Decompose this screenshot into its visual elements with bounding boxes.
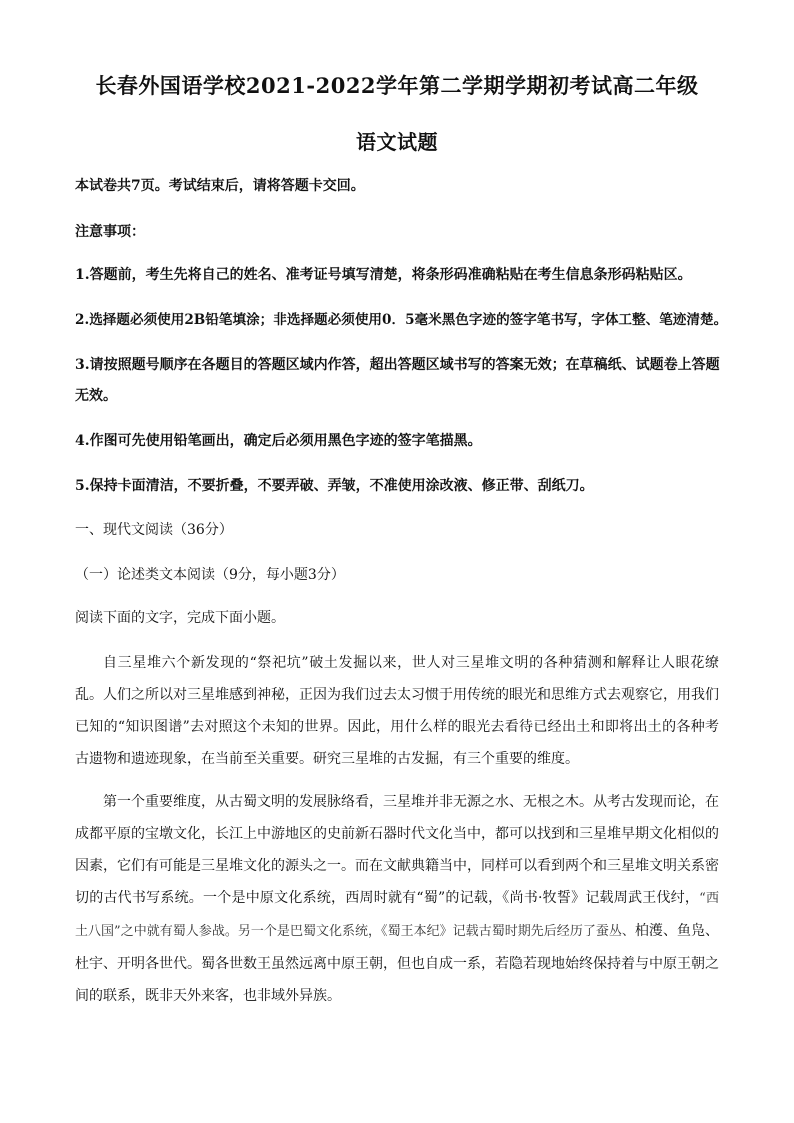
passage-paragraph-1: 自三星堆六个新发现的“祭祀坑”破土发掘以来，世人对三星堆文明的各种猜测和解释让人眼花缭乱。人们之所以对三星堆感到神秘，正因为我们过去太习惯于用传统的眼光和思维方式去观察它，用我们已知的“知识图谱”去对照这个未知的世界。因此，用什么样的眼光去看待已经出土和即将出土的各种考古遗物和遗迹现象，在当前至关重要。研究三星堆的古发掘，有三个重要的维度。 xyxy=(75,655,719,767)
notice-item-3-cont: 无效。 xyxy=(75,388,117,404)
notice-item-4: 4.作图可先使用铅笔画出，确定后必须用黑色字迹的签字笔描黑。 xyxy=(75,433,482,449)
notice-item-2: 2.选择题必须使用2B铅笔填涂；非选择题必须使用0．5毫米黑色字迹的签字笔书写，字体工整、笔迹清楚。 xyxy=(75,312,728,328)
passage-paragraph-2-part-1: 第一个重要维度，从古蜀文明的发展脉络看，三星堆并非无源之水、无根之木。从考古发现而论，在成都平原的宝墩文化，长江上中游地区的史前新石器时代文化当中，都可以找到和三星堆早期文化相似的因素，它们有可能是三星堆文化的源头之一。而在文献典籍当中，同样可以看到两个和三星堆文明关系密切的古代书写系统。一个是中原文化系统，西周时就有“蜀”的记载，《尚书·牧誓》记载周武王伐纣， xyxy=(75,794,719,906)
notice-item-3: 3.请按照题号顺序在各题目的答题区域内作答，超出答题区域书写的答案无效；在草稿纸、试题卷上答题 xyxy=(75,357,720,373)
section-heading: 一、现代文阅读（36分） xyxy=(75,522,233,538)
section-subheading: （一）论述类文本阅读（9分，每小题3分） xyxy=(75,567,345,583)
passage-paragraph-2 xyxy=(75,786,719,1012)
passage-paragraph-2-part-2: “西土八国”之中就有蜀人参战。另一个是巴蜀文化系统，《蜀王本纪》记载古蜀时期先后经历了蚕丛、 xyxy=(75,891,719,939)
reading-instruction: 阅读下面的文字，完成下面小题。 xyxy=(75,610,285,626)
exam-title: 长春外国语学校2021-2022学年第二学期学期初考试高二年级 xyxy=(95,73,699,98)
notice-title: 注意事项： xyxy=(75,224,145,240)
passage-paragraph-2-part-3: 柏濩、鱼凫、杜宇、开明各世代。蜀各世数王虽然远离中原王朝，但也自成一系，若隐若现地始终保持着与中原王朝之间的联系，既非天外来客，也非域外异族。 xyxy=(75,923,719,1004)
notice-item-1: 1.答题前，考生先将自己的姓名、准考证号填写清楚，将条形码准确粘贴在考生信息条形码粘贴区。 xyxy=(75,267,692,283)
notice-item-5: 5.保持卡面清洁，不要折叠，不要弄破、弄皱，不准使用涂改液、修正带、刮纸刀。 xyxy=(75,478,594,494)
exam-subtitle: 语文试题 xyxy=(356,130,438,154)
exam-info: 本试卷共7页。考试结束后，请将答题卡交回。 xyxy=(75,178,365,194)
